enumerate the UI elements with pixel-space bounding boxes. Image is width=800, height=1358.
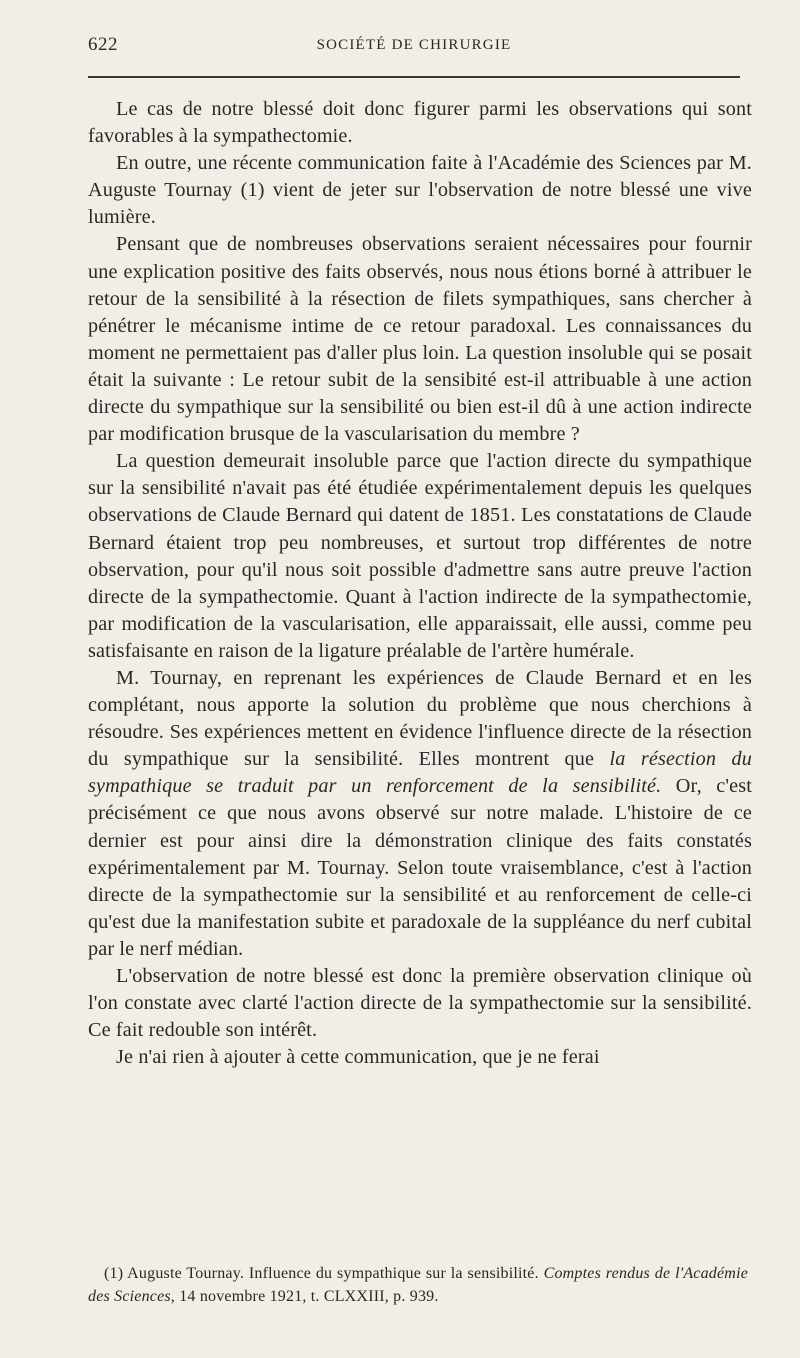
paragraph (88, 1044, 752, 1071)
paragraph-text: M. Tournay, en reprenant les expériences de Claude Bernard et en les complétant, nous apporte la solution du problème que nous cherchions à résoudre. Ses expériences mettent en évidence l'influence directe de la résection du sympathique sur la sensibilité. Elles montrent que (88, 666, 752, 771)
paragraph-text: Pensant que de nombreuses observations seraient nécessaires pour fournir une explication positive des faits observés, nous nous étions borné à attribuer le retour de la sensibilité à la résection de filets sympathiques, sans chercher à pénétrer le mécanisme intime de ce retour paradoxal. Les connaissances du moment ne permettaient pas d'aller plus loin. La question insoluble qui se posait était la suivante : Le retour subit de la sensibité est-il attribuable à une action directe du sympathique sur la sensibilité ou bien est-il dû à une action indirecte par modification brusque de la vascularisation du membre ? (88, 233, 752, 446)
paragraph (88, 665, 752, 963)
footnote-citation-details: 14 novembre 1921, t. CLXXIII, p. 939. (175, 1287, 439, 1305)
footnote-journal-title: Comptes rendus de l'Académie des Sciences, (88, 1265, 749, 1305)
italic-emphasis: la résection du sympathique se traduit par un renforcement de la sensibilité. (88, 748, 752, 798)
page-number: 622 (88, 34, 118, 55)
footnote (88, 1263, 748, 1308)
page-header (88, 34, 740, 60)
paragraph (88, 963, 752, 1044)
footnote-text (88, 1263, 748, 1308)
paragraph (88, 96, 752, 150)
paragraph-text: Le cas de notre blessé doit donc figurer parmi les observations qui sont favorables à la sympathectomie. (88, 98, 752, 148)
paragraph (88, 448, 752, 665)
body-text (88, 96, 752, 1071)
paragraph (88, 231, 752, 448)
header-rule (88, 76, 740, 78)
paragraph-text: En outre, une récente communication faite à l'Académie des Sciences par M. Auguste Tournay (1) vient de jeter sur l'observation de notre blessé une vive lumière. (88, 152, 752, 229)
running-head: SOCIÉTÉ DE CHIRURGIE (316, 37, 512, 53)
paragraph-text: L'observation de notre blessé est donc la première observation clinique où l'on constate avec clarté l'action directe de la sympathectomie sur la sensibilité. Ce fait redouble son intérêt. (88, 965, 752, 1042)
paragraph-text: La question demeurait insoluble parce que l'action directe du sympathique sur la sensibilité n'avait pas été étudiée expérimentalement depuis les quelques observations de Claude Bernard qui datent de 1851. Les constatations de Claude Bernard étaient trop peu nombreuses, et surtout trop différentes de notre observation, pour qu'il nous soit possible d'admettre sans autre preuve l'action directe de la sympathectomie. Quant à l'action indirecte de la sympathectomie, par modification de la vascularisation, elle apparaissait, elle aussi, comme peu satisfaisante en raison de la ligature préalable de l'artère humérale. (88, 450, 752, 662)
paragraph-text: Je n'ai rien à ajouter à cette communication, que je ne ferai (116, 1046, 600, 1069)
paragraph (88, 150, 752, 231)
footnote-citation: (1) Auguste Tournay. Influence du sympathique sur la sensibilité. (104, 1265, 544, 1282)
paragraph-text: Or, c'est précisément ce que nous avons observé sur notre malade. L'histoire de ce dernier est pour ainsi dire la démonstration clinique des faits constatés expérimentalement par M. Tournay. Selon toute vraisemblance, c'est à l'action directe de la sympathectomie sur la sensibilité et au renforcement de celle-ci qu'est due la manifestation subite et paradoxale de la suppléance du nerf cubital par le nerf médian. (88, 775, 752, 960)
